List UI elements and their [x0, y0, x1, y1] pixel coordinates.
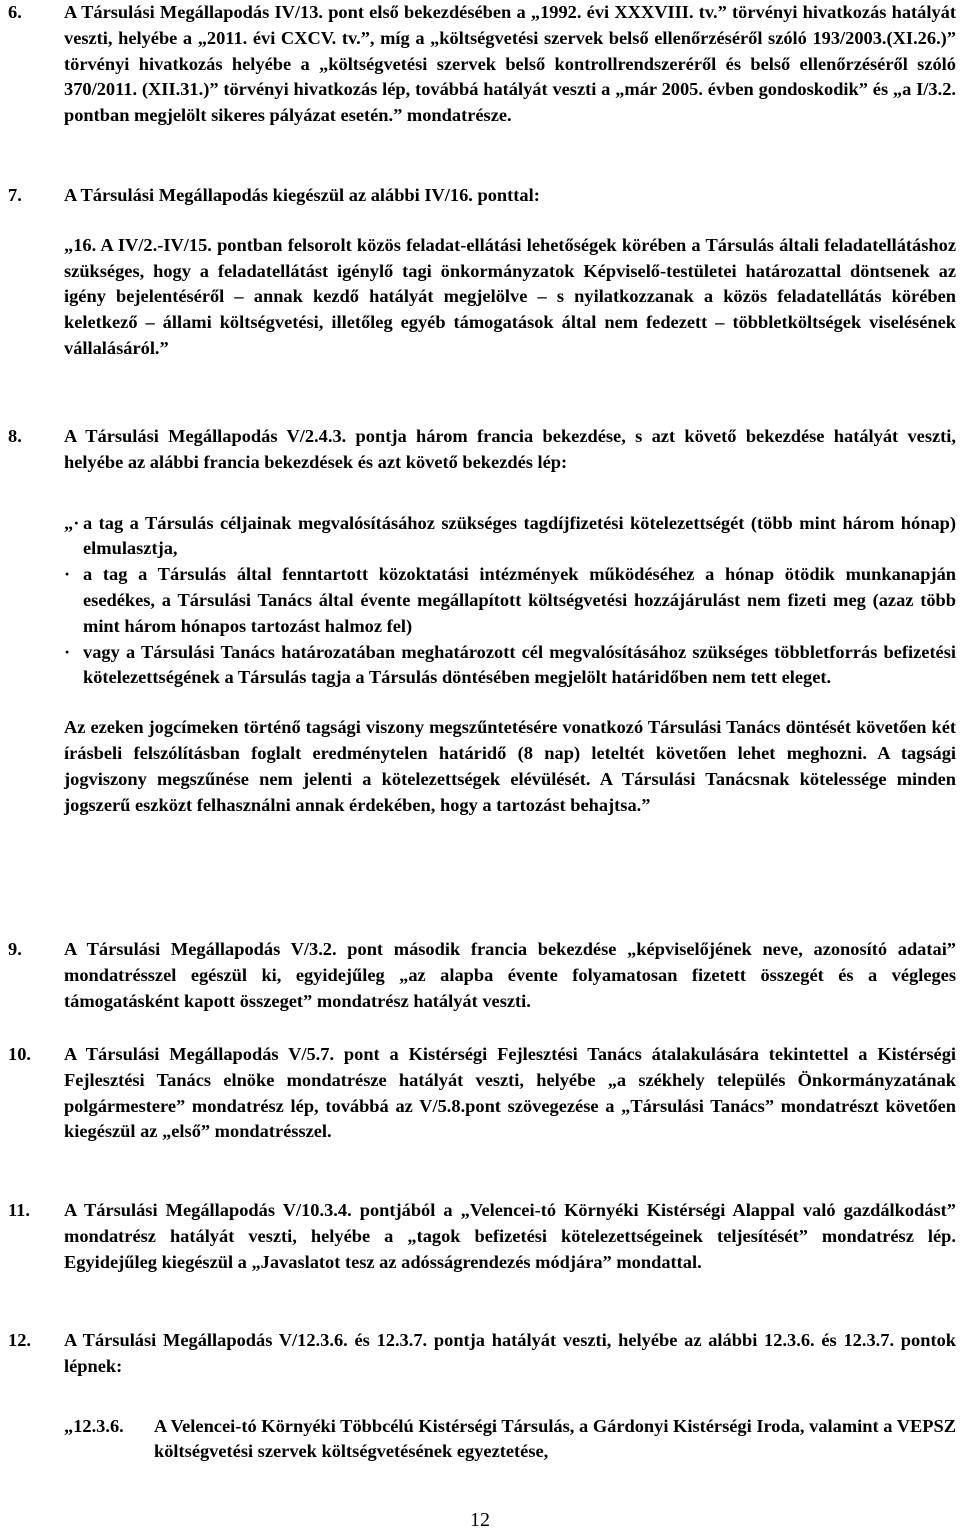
bullet-lead: · — [64, 641, 71, 662]
page-number: 12 — [470, 1509, 490, 1531]
section-8-text: A Társulási Megállapodás V/2.4.3. pontja három francia bekezdése, s azt követő bekezdése hatályát veszti, helyébe az alábbi francia bekezdések és azt követő bekezdés lép: — [64, 426, 956, 472]
section-12-subpoint — [64, 1414, 956, 1466]
section-8-number: 8. — [8, 426, 22, 446]
section-12-text: A Társulási Megállapodás V/12.3.6. és 12.3.7. pontja hatályát veszti, helyébe az alábbi 12.3.6. és 12.3.7. pontok lépnek: — [64, 1330, 956, 1376]
section-7-quote: „16. A IV/2.-IV/15. pontban felsorolt közös feladat-ellátási lehetőségek körében a Társulás általi feladatellátáshoz szükséges, hogy a feladatellátást igénylő tagi önkormányzatok Képviselő-testületei határozattal döntsenek az igény bejelentéséről – annak kezdő hatályát megjelölve – s nyilatkozzanak a közös feladatellátás körében keletkező – állami költségvetési, illetőleg egyéb támogatások által nem fedezett – többletköltségek viselésének vállalásáról.” — [64, 234, 956, 358]
bullet-lead: „· — [64, 512, 80, 533]
bullet-text: a tag a Társulás által fenntartott közoktatási intézmények működéséhez a hónap ötödik munkanapján esedékes, a Társulási Tanács által évente megállapított költségvetési hozzájárulást nem fizeti meg (azaz több mint három hónapos tartozást halmoz fel) — [83, 564, 956, 636]
bullet-item — [64, 640, 956, 692]
section-9-number: 9. — [8, 939, 22, 959]
bullet-text: vagy a Társulási Tanács határozatában meghatározott cél megvalósításához szükséges többletforrás befizetési kötelezettségének a Társulás tagja a Társulás döntésében megjelölt határidőben nem tett eleget. — [83, 641, 956, 688]
section-7 — [8, 183, 956, 362]
section-12 — [8, 1328, 956, 1465]
bullet-text: a tag a Társulás céljainak megvalósításához szükséges tagdíjfizetési kötelezettségét (több mint három hónap) elmulasztja, — [83, 512, 956, 559]
subpoint-text: A Velencei-tó Környéki Többcélú Kistérségi Társulás, a Gárdonyi Kistérségi Iroda, valamint a VEPSZ költségvetési szervek költségvetésének egyeztetése, — [154, 1415, 956, 1462]
section-8-closing: Az ezeken jogcímeken történő tagsági viszony megszűntetésére vonatkozó Társulási Tanács döntését követően két írásbeli felszólításban foglalt eredménytelen határidő (8 nap) leteltét követően lehet meghozni. A tagsági jogviszony megszűnése nem jelenti a kötelezettségek elévülését. A Társulási Tanácsnak kötelessége minden jogszerű eszközt felhasználni annak érdekében, hogy a tartozást behajtsa.” — [64, 717, 956, 815]
section-6-text: A Társulási Megállapodás IV/13. pont első bekezdésében a „1992. évi XXXVIII. tv.” törvényi hivatkozás hatályát veszti, helyébe a „2011. évi CXCV. tv.”, míg a „költségvetési szervek belső ellenőrzéséről szóló 193/2003.(XI.26.)” törvényi hivatkozás helyébe a „költségvetési szervek belső kontrollrendszeréről és belső ellenőrzéséről szóló 370/2011. (XII.31.)” törvényi hivatkozás lép, továbbá hatályát veszti a „már 2005. évben gondoskodik” és „a I/3.2. pontban megjelölt sikeres pályázat esetén.” mondatrésze. — [64, 2, 956, 126]
section-10-number: 10. — [8, 1044, 31, 1064]
section-6 — [8, 0, 956, 129]
section-12-number: 12. — [8, 1330, 31, 1350]
section-10 — [8, 1042, 956, 1145]
section-11 — [8, 1198, 956, 1275]
bullet-item — [64, 562, 956, 639]
bullet-item — [64, 511, 956, 563]
section-10-text: A Társulási Megállapodás V/5.7. pont a Kistérségi Fejlesztési Tanács átalakulására tekintettel a Kistérségi Fejlesztési Tanács elnöke mondatrésze hatályát veszti, helyébe „a székhely település Önkormányzatának polgármestere” mondatrész lép, továbbá az V/5.8.pont szövegezése a „Társulási Tanács” mondatrészt követően kiegészül az „első” mondatrésszel. — [64, 1044, 956, 1142]
section-7-text: A Társulási Megállapodás kiegészül az alábbi IV/16. ponttal: — [64, 185, 540, 205]
section-9-text: A Társulási Megállapodás V/3.2. pont második francia bekezdése „képviselőjének neve, azonosító adatai” mondatrésszel egészül ki, egyidejűleg „az alapba évente folyamatosan fizetett összegét és a végleges támogatásként kapott összeget” mondatrész hatályát veszti. — [64, 939, 956, 1011]
section-6-number: 6. — [8, 2, 22, 22]
section-11-number: 11. — [8, 1200, 30, 1220]
subpoint-number: „12.3.6. — [64, 1415, 124, 1436]
section-7-number: 7. — [8, 185, 22, 205]
bullet-lead: · — [64, 564, 71, 585]
section-9 — [8, 937, 956, 1014]
section-8 — [8, 424, 956, 818]
section-8-bullets — [64, 511, 956, 692]
section-11-text: A Társulási Megállapodás V/10.3.4. pontjából a „Velencei-tó Környéki Kistérségi Alappal való gazdálkodást” mondatrész hatályát veszti, helyébe a „tagok befizetési kötelezettségeinek teljesítését” mondatrész lép. Egyidejűleg kiegészül a „Javaslatot tesz az adósságrendezés módjára” mondattal. — [64, 1200, 956, 1272]
